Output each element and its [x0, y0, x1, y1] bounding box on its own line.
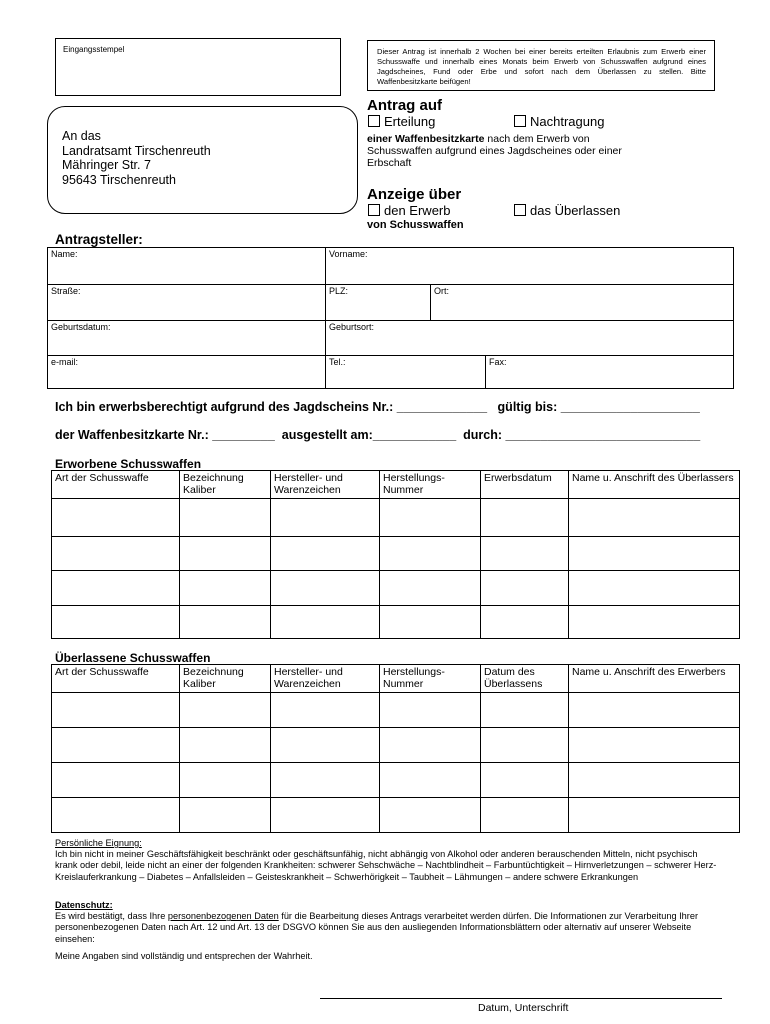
table-cell[interactable] [380, 693, 481, 728]
table-cell[interactable] [481, 728, 569, 763]
table-cell[interactable] [180, 606, 271, 639]
table-cell[interactable] [52, 537, 180, 571]
table-cell[interactable] [569, 798, 740, 833]
table-row [52, 606, 740, 639]
table-cell[interactable] [52, 571, 180, 606]
wbk-nr: der Waffenbesitzkarte Nr.: _________ [55, 428, 275, 442]
table-cell[interactable] [180, 537, 271, 571]
datenschutz-text-before: Es wird bestätigt, dass Ihre [55, 911, 168, 922]
table-cell[interactable] [180, 728, 271, 763]
anzeige-subtitle: von Schusswaffen [367, 219, 464, 231]
address-block [62, 129, 211, 187]
jagdschein-gueltig: gültig bis: ____________________ [497, 400, 700, 414]
table-cell[interactable] [271, 798, 380, 833]
table-cell[interactable] [52, 499, 180, 537]
table-cell[interactable] [569, 606, 740, 639]
address-line: Mähringer Str. 7 [62, 158, 151, 172]
column-header: Name u. Anschrift des Erwerbers [569, 665, 740, 693]
anzeige-title: Anzeige über [367, 186, 462, 203]
strasse-field[interactable] [48, 285, 326, 321]
table-cell[interactable] [271, 728, 380, 763]
signature-label: Datum, Unterschrift [478, 1002, 569, 1014]
datenschutz-section [55, 900, 720, 945]
eignung-text: Ich bin nicht in meiner Geschäftsfähigkeit beschränkt oder geschäftsunfähig, nicht abhängig von Alkohol oder anderen berauschenden Mitteln, nicht psychisch krank oder debil, leide nicht an einer der folgenden Krankheiten: schwerer Sehschwäche – Nachtblindheit – Farbuntüchtigkeit – Hirnverletzungen – schwerer Herz-Kreislauferkrankung – Diabetes – Anfallsleiden – Geisteskrankheit – Schwerhörigkeit – Taubheit – Lähmungen – andere schwere Erkrankungen [55, 849, 717, 882]
geburtsort-field[interactable] [326, 321, 734, 356]
stamp-label: Eingangsstempel [63, 45, 125, 54]
table-cell[interactable] [481, 571, 569, 606]
table-cell[interactable] [271, 693, 380, 728]
truth-statement: Meine Angaben sind vollständig und entsprechen der Wahrheit. [55, 951, 313, 961]
table-cell[interactable] [52, 728, 180, 763]
column-header: Datum des Überlassens [481, 665, 569, 693]
applicant-title: Antragsteller: [55, 232, 143, 247]
column-header: Hersteller- und Warenzeichen [271, 471, 380, 499]
column-header: Name u. Anschrift des Überlassers [569, 471, 740, 499]
fax-label: Fax: [489, 357, 507, 367]
table-row [52, 537, 740, 571]
option-nachtragung-label: Nachtragung [530, 114, 605, 129]
wbk-durch: durch: ____________________________ [463, 428, 701, 442]
ueberlassene-table [51, 664, 740, 833]
option-erwerb-label: den Erwerb [384, 203, 451, 218]
column-header: Erwerbsdatum [481, 471, 569, 499]
wbk-line [55, 428, 700, 442]
checkbox-erteilung[interactable] [368, 115, 380, 127]
column-header: Art der Schusswaffe [52, 665, 180, 693]
plz-field[interactable] [326, 285, 431, 321]
jagdschein-nr: Ich bin erwerbsberechtigt aufgrund des Jagdscheins Nr.: _____________ [55, 400, 488, 414]
geburtsdatum-field[interactable] [48, 321, 326, 356]
email-field[interactable] [48, 356, 326, 389]
option-nachtragung[interactable] [514, 114, 604, 129]
table-cell[interactable] [180, 763, 271, 798]
geburtsdatum-label: Geburtsdatum: [51, 322, 111, 332]
applicant-table [47, 247, 734, 389]
plz-label: PLZ: [329, 286, 349, 296]
vorname-field[interactable] [326, 248, 734, 285]
table-cell[interactable] [481, 537, 569, 571]
datenschutz-text [55, 911, 720, 945]
table-cell[interactable] [380, 571, 481, 606]
antrag-title: Antrag auf [367, 97, 442, 114]
checkbox-erwerb[interactable] [368, 204, 380, 216]
table-cell[interactable] [380, 728, 481, 763]
table-row [52, 499, 740, 537]
wbk-ausgestellt: ausgestellt am:____________ [281, 428, 457, 442]
option-ueberlassen-label: das Überlassen [530, 203, 621, 218]
table-row [52, 571, 740, 606]
option-erteilung-label: Erteilung [384, 114, 436, 129]
ueberlassene-title: Überlassene Schusswaffen [55, 651, 211, 665]
column-header: Bezeichnung Kaliber [180, 665, 271, 693]
table-cell[interactable] [481, 798, 569, 833]
table-cell[interactable] [271, 571, 380, 606]
eignung-section [55, 838, 720, 883]
jagdschein-line [55, 400, 700, 414]
table-cell[interactable] [180, 798, 271, 833]
datenschutz-heading: Datenschutz: [55, 900, 113, 910]
table-cell[interactable] [481, 763, 569, 798]
table-cell[interactable] [569, 571, 740, 606]
table-cell[interactable] [52, 693, 180, 728]
column-header: Hersteller- und Warenzeichen [271, 665, 380, 693]
fax-field[interactable] [486, 356, 734, 389]
datenschutz-link[interactable]: personenbezogenen Daten [167, 911, 279, 922]
column-header: Art der Schusswaffe [52, 471, 180, 499]
table-cell[interactable] [380, 763, 481, 798]
table-cell[interactable] [380, 606, 481, 639]
table-cell[interactable] [180, 499, 271, 537]
stamp-box [55, 38, 341, 96]
table-cell[interactable] [380, 499, 481, 537]
table-cell[interactable] [569, 728, 740, 763]
table-cell[interactable] [271, 537, 380, 571]
erworbene-table [51, 470, 740, 639]
table-cell[interactable] [271, 763, 380, 798]
tel-label: Tel.: [329, 357, 346, 367]
table-cell[interactable] [271, 499, 380, 537]
address-line: Landratsamt Tirschenreuth [62, 143, 211, 158]
table-row [52, 693, 740, 728]
table-cell[interactable] [569, 693, 740, 728]
vorname-label: Vorname: [329, 249, 368, 259]
table-cell[interactable] [481, 499, 569, 537]
table-cell[interactable] [569, 499, 740, 537]
option-erteilung[interactable] [368, 114, 435, 129]
column-header: Bezeichnung Kaliber [180, 471, 271, 499]
address-line: An das [62, 129, 101, 143]
address-box [47, 106, 358, 214]
checkbox-nachtragung[interactable] [514, 115, 526, 127]
tel-field[interactable] [326, 356, 486, 389]
ort-field[interactable] [431, 285, 734, 321]
table-cell[interactable] [380, 537, 481, 571]
checkbox-ueberlassen[interactable] [514, 204, 526, 216]
ort-label: Ort: [434, 286, 449, 296]
option-ueberlassen[interactable] [514, 203, 620, 218]
name-label: Name: [51, 249, 78, 259]
table-cell[interactable] [180, 571, 271, 606]
strasse-label: Straße: [51, 286, 81, 296]
notice-text: Dieser Antrag ist innerhalb 2 Wochen bei einer bereits erteilten Erlaubnis zum Erwerb einer Schusswaffe und innerhalb eines Monats beim Erwerb von Schusswaffen aufgrund eines Jagdscheines, Fund oder Erbe und sofort nach dem Überlassen zu stellen. Bitte Waffenbesitzkarte beifügen! [377, 47, 706, 86]
table-cell[interactable] [180, 693, 271, 728]
geburtsort-label: Geburtsort: [329, 322, 375, 332]
eignung-heading: Persönliche Eignung: [55, 838, 142, 848]
table-cell[interactable] [569, 537, 740, 571]
table-row [52, 763, 740, 798]
table-cell[interactable] [52, 798, 180, 833]
option-erwerb[interactable] [368, 203, 450, 218]
table-row [52, 798, 740, 833]
antrag-description-bold: einer Waffenbesitzkarte [367, 133, 485, 145]
notice-box [367, 40, 715, 91]
table-cell[interactable] [569, 763, 740, 798]
name-field[interactable] [48, 248, 326, 285]
antrag-description [367, 133, 637, 169]
table-cell[interactable] [52, 606, 180, 639]
column-header: Herstellungs-Nummer [380, 471, 481, 499]
table-row [52, 728, 740, 763]
column-header: Herstellungs-Nummer [380, 665, 481, 693]
table-cell[interactable] [52, 763, 180, 798]
erworbene-title: Erworbene Schusswaffen [55, 457, 202, 471]
table-cell[interactable] [481, 693, 569, 728]
email-label: e-mail: [51, 357, 79, 367]
signature-line[interactable] [320, 998, 722, 999]
table-cell[interactable] [271, 606, 380, 639]
address-line: 95643 Tirschenreuth [62, 172, 176, 187]
table-cell[interactable] [380, 798, 481, 833]
antrag-description-rest: nach dem Erwerb von Schusswaffen aufgrund eines Jagdscheines oder einer Erbschaft [367, 133, 622, 169]
datenschutz-text-after: für die Bearbeitung dieses Antrags verarbeitet werden dürfen. Die Informationen zur Verarbeitung Ihrer personenbezogenen Daten nach Art. 12 und Art. 13 der DSGVO können Sie aus den ausliegenden Informationsblättern oder alternativ auf unserer Webseite einsehen: [55, 911, 699, 944]
table-cell[interactable] [481, 606, 569, 639]
